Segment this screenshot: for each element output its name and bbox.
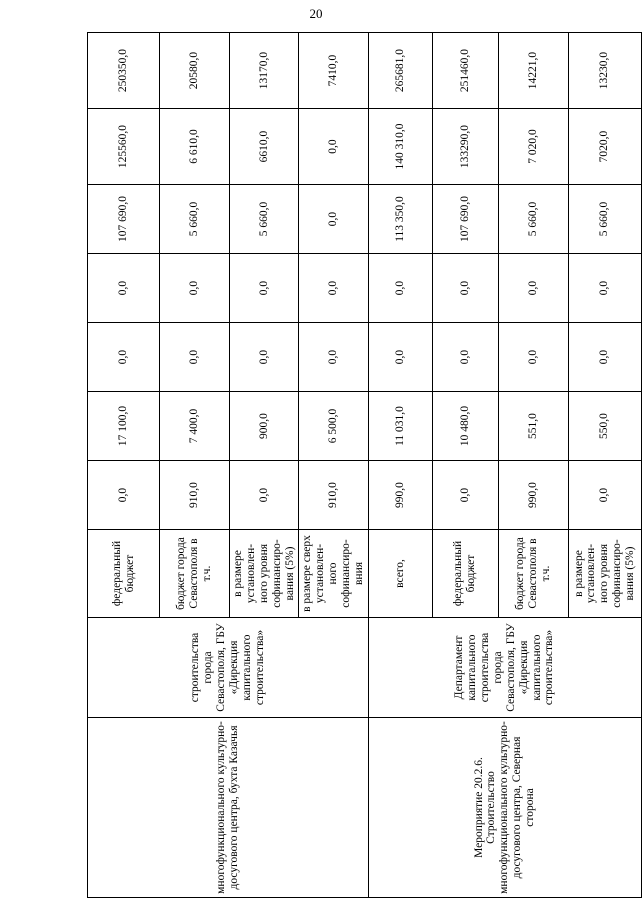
amount-cell: 990,0 [498,461,568,530]
amount-cell: 550,0 [568,392,641,461]
amount-cell: 5 660,0 [568,185,641,254]
amount-cell: 551,0 [498,392,568,461]
amount-cell: 140 310,0 [368,109,432,185]
amount-cell: 910,0 [160,461,230,530]
amount-cell: 0,0 [88,254,160,323]
funding-source-cell: бюджет города Севастополя в т.ч. [498,530,568,618]
amount-cell: 10 480,0 [432,392,498,461]
amount-cell: 0,0 [230,323,299,392]
amount-cell: 13170,0 [230,33,299,109]
amount-cell: 0,0 [432,323,498,392]
funding-table [87,32,642,898]
amount-cell: 251460,0 [432,33,498,109]
amount-cell: 17 100,0 [88,392,160,461]
amount-cell: 0,0 [568,461,641,530]
amount-cell: 0,0 [160,323,230,392]
page-number: 20 [309,6,323,21]
funding-source-cell: всего, [368,530,432,618]
amount-cell: 7 020,0 [498,109,568,185]
funding-source-cell: в размере установлен-ного уровня софинансиро-вания (5%) [568,530,641,618]
amount-cell: 0,0 [498,254,568,323]
amount-cell: 0,0 [432,254,498,323]
amount-cell: 0,0 [230,461,299,530]
funding-source-cell: в размере сверх установлен-ного софинансиро-вния [299,530,368,618]
amount-cell: 0,0 [88,461,160,530]
amount-cell: 0,0 [299,323,368,392]
amount-cell: 0,0 [230,254,299,323]
amount-cell: 265681,0 [368,33,432,109]
amount-cell: 107 690,0 [432,185,498,254]
amount-cell: 6 610,0 [160,109,230,185]
amount-cell: 0,0 [299,254,368,323]
table-row [368,33,432,898]
amount-cell: 7 400,0 [160,392,230,461]
executor-cell: Департамент капитального строительства города Севастополя, ГБУ «Дирекция капитального строительства» [368,618,641,718]
amount-cell: 125560,0 [88,109,160,185]
amount-cell: 0,0 [368,254,432,323]
amount-cell: 0,0 [299,109,368,185]
amount-cell: 7020,0 [568,109,641,185]
event-name-cell: многофункционального культурно-досугового центра, бухта Казачья [88,718,369,898]
amount-cell: 107 690,0 [88,185,160,254]
table-row [88,33,160,898]
amount-cell: 910,0 [299,461,368,530]
amount-cell: 0,0 [368,323,432,392]
executor-cell: строительства города Севастополя, ГБУ «Дирекция капитального строительства» [88,618,369,718]
amount-cell: 5 660,0 [160,185,230,254]
event-name-cell: Мероприятие 20.2.6. Строительство многофункционального культурно-досугового центра, Северная сторона [368,718,641,898]
amount-cell: 0,0 [88,323,160,392]
amount-cell: 900,0 [230,392,299,461]
amount-cell: 0,0 [498,323,568,392]
funding-source-cell: федеральный бюджет [432,530,498,618]
amount-cell: 6610,0 [230,109,299,185]
amount-cell: 20580,0 [160,33,230,109]
amount-cell: 0,0 [299,185,368,254]
amount-cell: 0,0 [432,461,498,530]
amount-cell: 6 500,0 [299,392,368,461]
amount-cell: 14221,0 [498,33,568,109]
rotated-table-container [87,33,637,898]
funding-source-cell: федеральный бюджет [88,530,160,618]
amount-cell: 133290,0 [432,109,498,185]
amount-cell: 5 660,0 [230,185,299,254]
amount-cell: 11 031,0 [368,392,432,461]
amount-cell: 113 350,0 [368,185,432,254]
funding-source-cell: бюджет города Севастополя в т.ч. [160,530,230,618]
amount-cell: 13230,0 [568,33,641,109]
amount-cell: 0,0 [160,254,230,323]
amount-cell: 250350,0 [88,33,160,109]
amount-cell: 0,0 [568,254,641,323]
amount-cell: 7410,0 [299,33,368,109]
amount-cell: 5 660,0 [498,185,568,254]
funding-source-cell: в размере установлен-ного уровня софинансиро-вания (5%) [230,530,299,618]
amount-cell: 0,0 [568,323,641,392]
amount-cell: 990,0 [368,461,432,530]
